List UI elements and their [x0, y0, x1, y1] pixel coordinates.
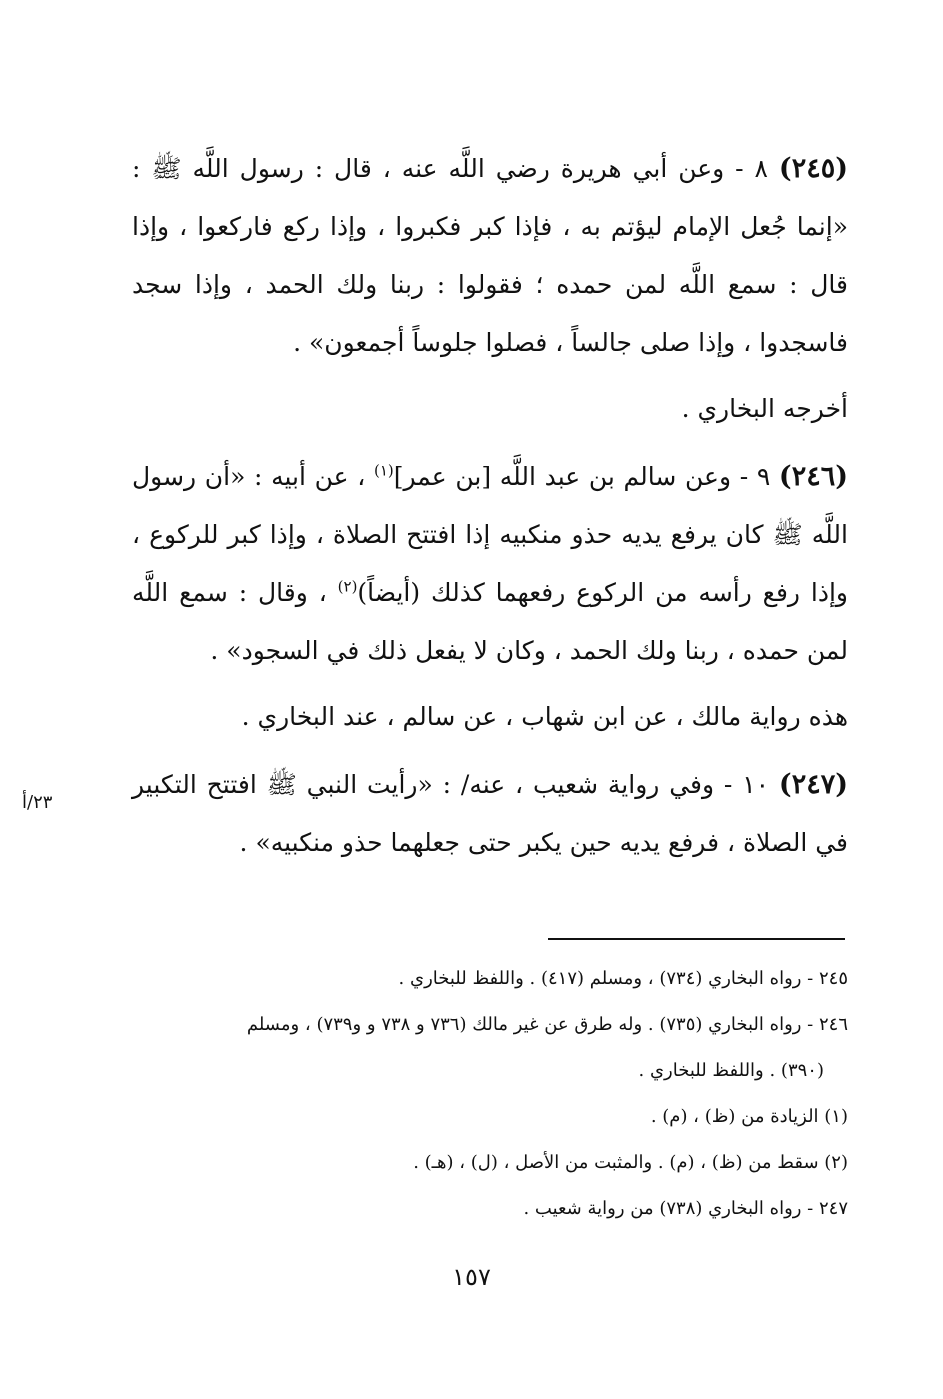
main-text	[132, 140, 848, 880]
footnote-separator	[548, 938, 845, 940]
footnote-247: ٢٤٧ - رواه البخاري (٧٣٨) من رواية شعيب .	[523, 1198, 848, 1219]
hadith-number: (٢٤٧)	[778, 769, 848, 800]
page-number: ١٥٧	[452, 1263, 491, 1291]
footnote-1: (١) الزيادة من (ظ) ، (م) .	[650, 1106, 848, 1127]
footnote-2: (٢) سقط من (ظ) ، (م) . والمثبت من الأصل ، (ل) ، (هـ) .	[413, 1152, 848, 1173]
riwaya-note: هذه رواية مالك ، عن ابن شهاب ، عن سالم ، عند البخاري .	[241, 702, 848, 731]
footnotes	[132, 956, 848, 1232]
hadith-text: ٩ - وعن سالم بن عبد اللَّه [بن عمر]	[393, 462, 779, 491]
takhrij-note: أخرجه البخاري .	[681, 394, 848, 423]
hadith-text: ١٠ - وفي رواية شعيب ، عنه/ : «رأيت النبي ﷺ افتتح التكبير في الصلاة ، فرفع يديه حين يكبر حتى جعلهما حذو منكبيه» .	[132, 770, 848, 857]
footnote-ref[interactable]: (٢)	[337, 577, 358, 596]
footnote-245: ٢٤٥ - رواه البخاري (٧٣٤) ، ومسلم (٤١٧) . واللفظ للبخاري .	[398, 968, 848, 989]
hadith-number: (٢٤٥)	[778, 153, 848, 184]
manuscript-folio-note: ٢٣/أ	[22, 792, 53, 813]
hadith-text: ٨ - وعن أبي هريرة رضي اللَّه عنه ، قال : رسول اللَّه ﷺ : «إنما جُعل الإمام ليؤتم به ، فإذا كبر فكبروا ، وإذا ركع فاركعوا ، وإذا قال : سمع اللَّه لمن حمده ؛ فقولوا : ربنا ولك الحمد ، وإذا سجد فاسجدوا ، وإذا صلى جالساً ، فصلوا جلوساً أجمعون» .	[132, 154, 848, 357]
hadith-number: (٢٤٦)	[778, 461, 848, 492]
hadith-247	[132, 756, 848, 872]
footnote-246-continued: (٣٩٠) . واللفظ للبخاري .	[638, 1060, 824, 1081]
hadith-text: ، وقال : سمع اللَّه لمن حمده ، ربنا ولك الحمد ، وكان لا يفعل ذلك في السجود» .	[132, 578, 848, 665]
hadith-246	[132, 448, 848, 680]
hadith-text: ، عن أبيه : «أن رسول اللَّه ﷺ كان يرفع يديه حذو منكبيه إذا افتتح الصلاة ، وإذا كبر للركوع ، وإذا رفع رأسه من الركوع رفعهما كذلك (أيضاً)	[132, 462, 848, 607]
hadith-245	[132, 140, 848, 372]
footnote-246: ٢٤٦ - رواه البخاري (٧٣٥) . وله طرق عن غير مالك (٧٣٦ و ٧٣٨ و و٧٣٩) ، ومسلم	[246, 1014, 848, 1035]
footnote-ref[interactable]: (١)	[373, 461, 394, 480]
